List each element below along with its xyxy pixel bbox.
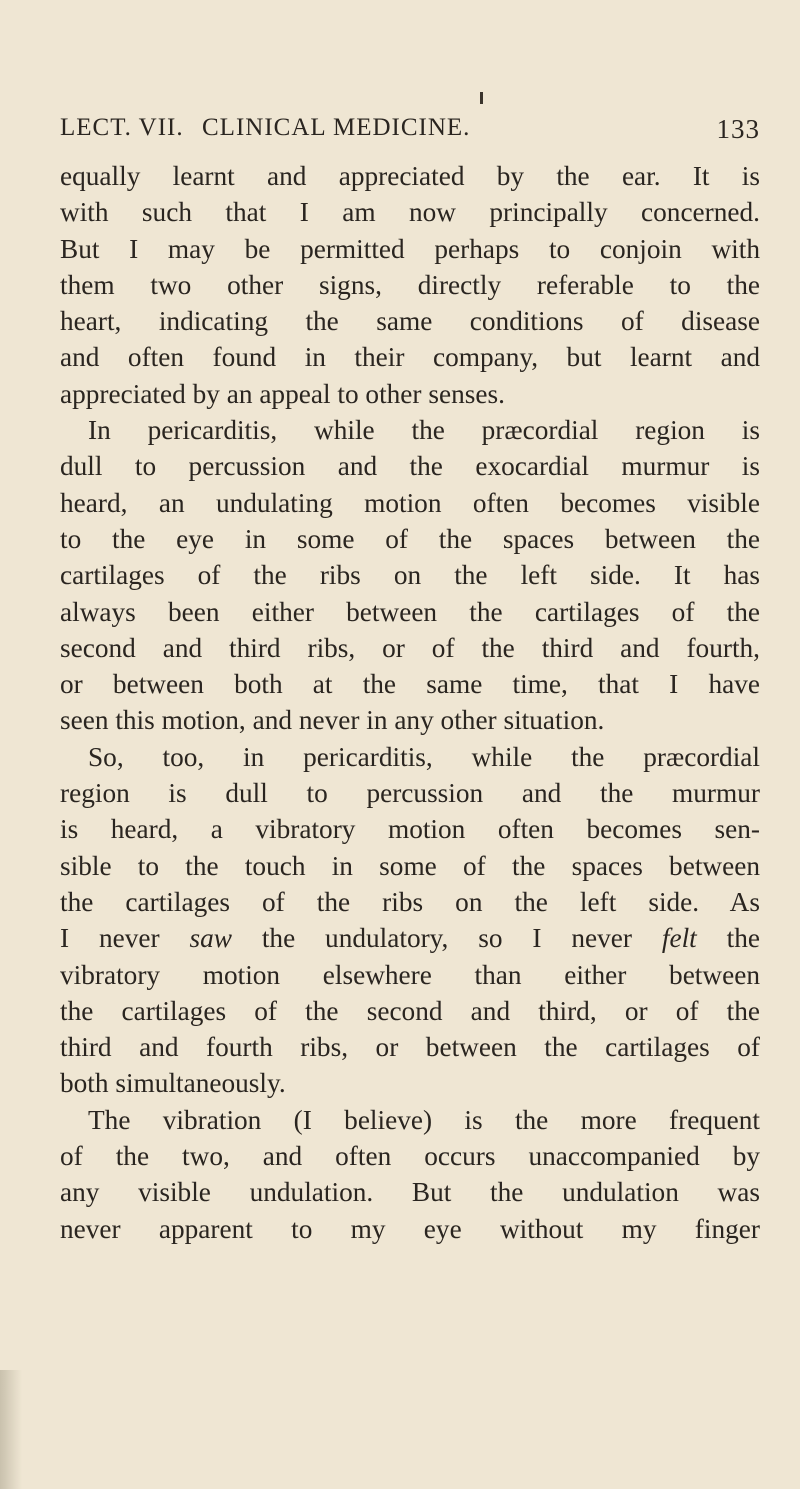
text-line: sible to the touch in some of the spaces between (60, 850, 760, 881)
text-line: seen this motion, and never in any other situation. (60, 705, 605, 736)
page-edge-shadow (0, 1370, 22, 1489)
text-line: them two other signs, directly referable to the (60, 269, 760, 300)
running-head (60, 114, 760, 156)
text-run: I never (60, 923, 190, 954)
italic-word: saw (189, 923, 232, 954)
text-line: both simultaneously. (60, 1068, 286, 1099)
text-line: third and fourth ribs, or between the cartilages of (60, 1032, 760, 1063)
text-line: dull to percussion and the exocardial murmur is (60, 451, 760, 482)
text-line: with such that I am now principally concerned. (60, 197, 760, 228)
text-line: always been either between the cartilages of the (60, 596, 760, 627)
text-line: In pericarditis, while the præcordial region is (88, 415, 760, 446)
text-line: But I may be permitted perhaps to conjoin with (60, 233, 760, 264)
chapter-label: LECT. VII. (60, 114, 184, 141)
book-title: CLINICAL MEDICINE. (202, 114, 471, 141)
text-line: The vibration (I believe) is the more frequent (88, 1104, 760, 1135)
ink-mark (480, 92, 483, 104)
text-line: never apparent to my eye without my finger (60, 1213, 760, 1244)
text-line: any visible undulation. But the undulation was (60, 1177, 760, 1208)
text-line: equally learnt and appreciated by the ear. It is (60, 161, 760, 191)
text-run: the (696, 923, 760, 954)
text-line: or between both at the same time, that I have (60, 669, 760, 700)
body-text (60, 158, 760, 1247)
text-line: of the two, and often occurs unaccompanied by (60, 1141, 760, 1172)
text-line: to the eye in some of the spaces between the (60, 523, 760, 554)
italic-word: felt (661, 923, 697, 954)
text-line: and often found in their company, but learnt and (60, 342, 760, 373)
text-line: heart, indicating the same conditions of disease (60, 306, 760, 337)
text-line: the cartilages of the second and third, or of the (60, 995, 760, 1026)
text-line: the cartilages of the ribs on the left side. As (60, 886, 760, 917)
text-line: cartilages of the ribs on the left side. It has (60, 560, 760, 591)
text-line: vibratory motion elsewhere than either between (60, 959, 760, 990)
text-line: appreciated by an appeal to other senses. (60, 378, 505, 409)
text-line: So, too, in pericarditis, while the præcordial (88, 741, 760, 772)
text-line: is heard, a vibratory motion often becomes sen- (60, 814, 760, 845)
text-line: heard, an undulating motion often becomes visible (60, 487, 760, 518)
text-line-italic-mixed (60, 920, 760, 956)
text-run: the undulatory, so I never (231, 923, 662, 954)
page-number: 133 (716, 114, 760, 144)
text-line: second and third ribs, or of the third and fourth, (60, 632, 760, 663)
text-line: region is dull to percussion and the murmur (60, 778, 760, 809)
